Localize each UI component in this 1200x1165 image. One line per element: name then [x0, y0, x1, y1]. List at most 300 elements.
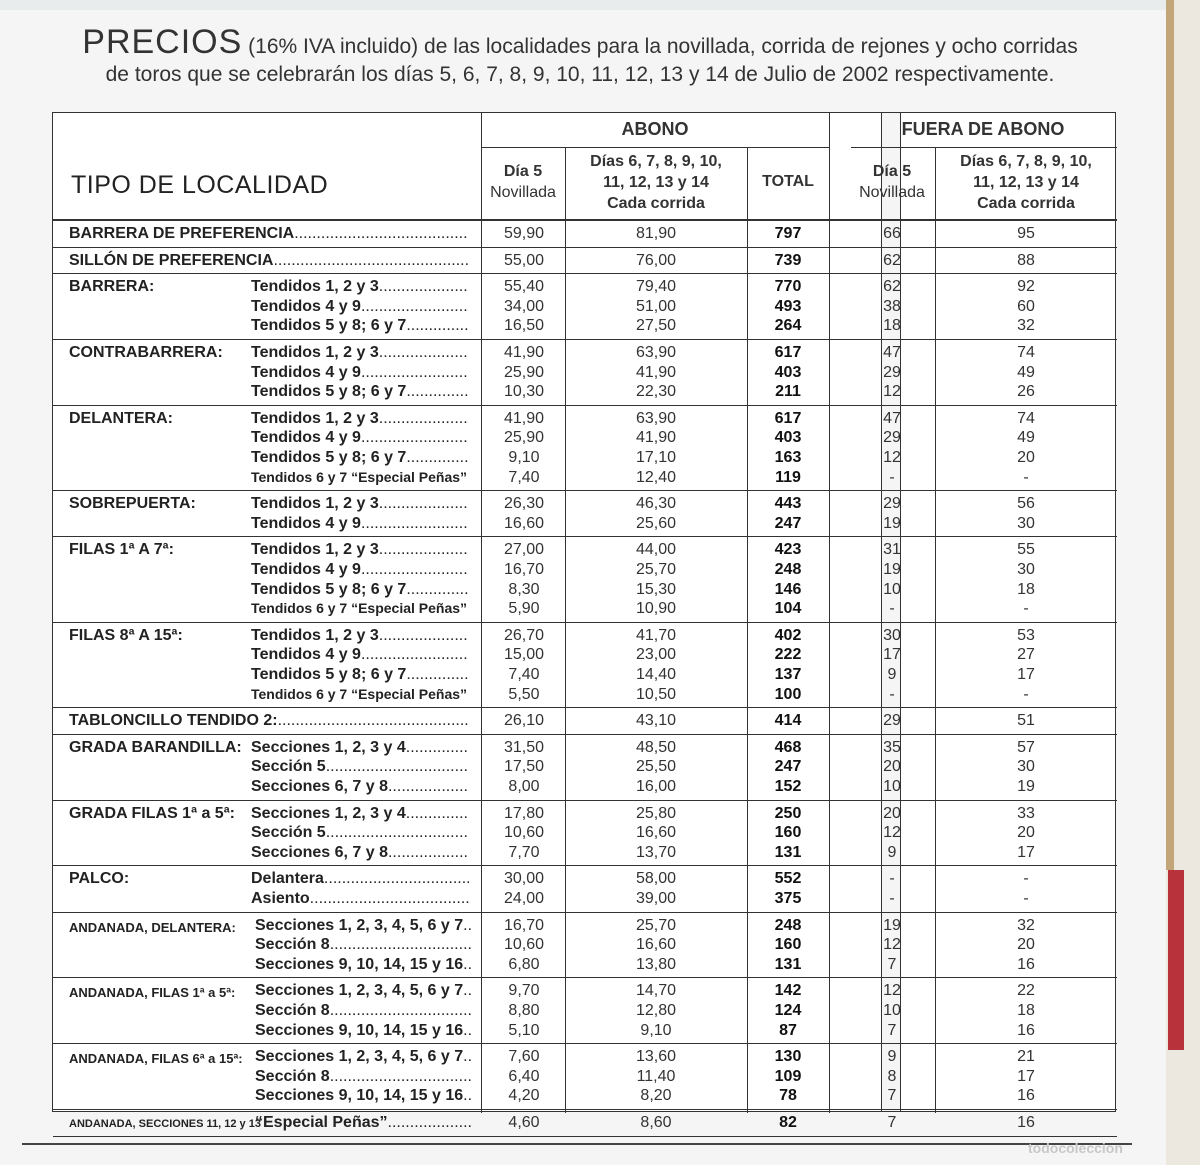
fuera-dia5-values	[851, 1047, 933, 1106]
row-subcategories	[255, 916, 471, 975]
sublabel: Tendidos 5 y 8; 6 y 7	[251, 665, 407, 683]
sublabel: Tendidos 6 y 7 “Especial Peñas”	[251, 468, 468, 485]
sublabel: Tendidos 1, 2 y 3	[251, 495, 379, 513]
fuera-dia5-values	[851, 277, 933, 336]
fuera-dia5-values	[851, 409, 933, 487]
price-value: 30	[1017, 758, 1035, 776]
sublabel: Secciones 9, 10, 14, 15 y 16	[255, 955, 464, 973]
price-value: 25,70	[635, 916, 677, 934]
price-value: 9,70	[508, 982, 540, 1000]
price-value: 16	[1017, 1114, 1035, 1131]
price-value: 30	[1017, 560, 1035, 578]
price-value: 81,90	[635, 225, 677, 242]
row-category: TABLONCILLO TENDIDO 2: .....	[69, 711, 469, 731]
abono-cada-corrida-values	[565, 540, 747, 618]
row-category: ANDANADA, DELANTERA:	[69, 919, 236, 935]
price-value: 414	[774, 712, 802, 730]
price-value: 10,60	[503, 824, 545, 842]
price-value: 739	[774, 251, 802, 269]
sublabel: Tendidos 4 y 9	[251, 514, 361, 532]
price-value: 25,50	[635, 758, 677, 776]
row-category: FILAS 8ª A 15ª:	[69, 626, 183, 644]
sublabel: Sección 5	[251, 758, 326, 776]
price-value: 30	[883, 626, 901, 644]
abono-dia5-header: Día 5 Novillada	[490, 163, 556, 201]
abono-total-values	[747, 711, 829, 731]
fuera-cada-corrida-values	[935, 1047, 1117, 1106]
price-value: 7	[887, 955, 897, 973]
price-value: 16,70	[503, 916, 545, 934]
sublabel: Tendidos 4 y 9	[251, 363, 361, 381]
price-value: 160	[774, 824, 802, 842]
price-value: 211	[775, 383, 801, 401]
sublabel: Secciones 1, 2, 3, 4, 5, 6 y 7	[255, 982, 464, 1000]
price-value: 247	[774, 758, 802, 776]
price-value: 32	[1017, 317, 1035, 335]
price-value: 16,70	[503, 560, 545, 578]
heading-lead: PRECIOS	[82, 23, 243, 61]
price-value: 30	[1017, 514, 1035, 532]
price-value: 130	[774, 1048, 802, 1066]
price-value: 617	[774, 409, 802, 427]
sublabel: Tendidos 1, 2 y 3	[251, 541, 379, 559]
row-subcategories	[251, 869, 469, 908]
row-category: ANDANADA, FILAS 6ª a 15ª:	[69, 1051, 243, 1067]
table-row	[53, 221, 1115, 247]
price-value: 13,80	[635, 955, 677, 973]
abono-dias-header: Días 6, 7, 8, 9, 10, 11, 12, 13 y 14 Cada corrida	[590, 153, 722, 212]
price-value: 62	[883, 251, 901, 269]
price-value: 5,90	[508, 600, 540, 618]
abono-total-values	[747, 251, 829, 271]
total-header: TOTAL	[762, 173, 814, 190]
price-value: 49	[1017, 363, 1035, 381]
price-value: 797	[774, 225, 802, 242]
abono-header: ABONO	[621, 119, 689, 139]
price-value: 26,70	[503, 626, 545, 644]
fuera-dia5-values	[851, 981, 933, 1040]
row-category: ANDANADA, FILAS 1ª a 5ª:	[69, 985, 236, 1001]
sublabel: Asiento	[251, 889, 310, 907]
price-value: 55,00	[503, 251, 545, 269]
price-value: -	[889, 468, 895, 486]
sublabel: Tendidos 4 y 9	[251, 560, 361, 578]
price-value: 51	[1017, 712, 1035, 730]
price-value: 8,20	[640, 1087, 672, 1105]
price-value: 7,70	[508, 843, 540, 861]
abono-dia5-values	[483, 1113, 565, 1133]
fuera-dia5-values	[851, 540, 933, 618]
abono-cada-corrida-values	[565, 1047, 747, 1106]
price-value: 100	[774, 685, 802, 703]
abono-cada-corrida-values	[565, 738, 747, 797]
price-value: -	[1023, 468, 1029, 486]
fuera-header: FUERA DE ABONO	[901, 119, 1065, 139]
abono-cada-corrida-values	[565, 981, 747, 1040]
price-value: 468	[774, 738, 802, 756]
sublabel: Tendidos 5 y 8; 6 y 7	[251, 383, 407, 401]
price-value: 21	[1017, 1048, 1035, 1066]
price-value: 264	[774, 317, 802, 335]
price-value: 403	[774, 363, 802, 381]
price-value: -	[889, 600, 895, 618]
price-value: 41,90	[635, 363, 677, 381]
sublabel: Secciones 1, 2, 3 y 4	[251, 804, 406, 822]
abono-cada-corrida-values	[565, 409, 747, 487]
sublabel: Secciones 6, 7 y 8	[251, 843, 388, 861]
abono-dia5-values	[483, 981, 565, 1040]
price-value: 7	[887, 1114, 897, 1131]
sublabel: Tendidos 5 y 8; 6 y 7	[251, 317, 407, 335]
price-value: 20	[1017, 824, 1035, 842]
table-row	[53, 406, 1115, 490]
sublabel: “Especial Peñas”	[255, 1114, 388, 1131]
sublabel: Secciones 9, 10, 14, 15 y 16	[255, 1087, 464, 1105]
price-value: 493	[774, 297, 802, 315]
abono-cada-corrida-values	[565, 1113, 747, 1133]
sublabel: Tendidos 1, 2 y 3	[251, 344, 379, 361]
price-value: 16,60	[635, 936, 677, 954]
row-category: SOBREPUERTA:	[69, 495, 196, 513]
price-value: 131	[774, 955, 802, 973]
fuera-dias-header: Días 6, 7, 8, 9, 10, 11, 12, 13 y 14 Cada corrida	[960, 153, 1092, 212]
price-value: 109	[774, 1067, 802, 1085]
page-edge-strip	[1166, 0, 1200, 1165]
abono-total-values	[747, 1113, 829, 1133]
price-value: 26,10	[503, 712, 545, 730]
price-value: 17	[1017, 665, 1035, 683]
top-edge	[0, 0, 1200, 10]
price-value: 55	[1017, 541, 1035, 559]
price-value: 30,00	[503, 870, 545, 888]
price-value: 552	[774, 870, 802, 888]
price-value: 41,90	[635, 429, 677, 447]
price-value: 17	[1017, 843, 1035, 861]
heading-line2: de toros que se celebrarán los días 5, 6, 7, 8, 9, 10, 11, 12, 13 y 14 de Julio de 2002 respectivamente.	[105, 63, 1055, 86]
price-value: 29	[883, 429, 901, 447]
abono-total-values	[747, 1047, 829, 1106]
page-heading	[30, 23, 1130, 89]
price-value: 74	[1017, 344, 1035, 361]
price-value: 58,00	[635, 870, 677, 888]
row-category: SILLÓN DE PREFERENCIA .....	[69, 251, 469, 271]
price-value: 8,80	[508, 1001, 540, 1019]
abono-dia5-values	[483, 869, 565, 908]
price-value: 57	[1017, 738, 1035, 756]
abono-cada-corrida-values	[565, 916, 747, 975]
price-value: 25,70	[635, 560, 677, 578]
sublabel: Tendidos 4 y 9	[251, 297, 361, 315]
price-value: 13,70	[635, 843, 677, 861]
price-value: 22,30	[635, 383, 677, 401]
price-value: 16	[1017, 1087, 1035, 1105]
row-category: BARRERA DE PREFERENCIA .....	[69, 224, 469, 244]
price-value: 5,10	[508, 1021, 540, 1039]
row-category: PALCO:	[69, 870, 130, 888]
price-value: 74	[1017, 409, 1035, 427]
price-value: 87	[779, 1021, 797, 1039]
price-value: 8,00	[508, 777, 540, 795]
row-subcategories	[255, 981, 471, 1040]
fuera-dia5-values	[851, 494, 933, 533]
abono-total-values	[747, 409, 829, 487]
price-value: 160	[774, 936, 802, 954]
price-value: 20	[1017, 448, 1035, 466]
price-value: 20	[883, 758, 901, 776]
price-value: 17	[1017, 1067, 1035, 1085]
price-table	[52, 112, 1116, 1131]
price-value: 9,10	[640, 1021, 672, 1039]
fuera-cada-corrida-values	[935, 277, 1117, 336]
price-value: 12	[883, 383, 901, 401]
price-value: 23,00	[635, 646, 677, 664]
row-category: BARRERA:	[69, 278, 155, 296]
sublabel: Tendidos 5 y 8; 6 y 7	[251, 448, 407, 466]
row-subcategories	[251, 277, 469, 336]
price-value: 12	[883, 982, 901, 1000]
price-value: 41,90	[503, 409, 545, 427]
price-value: 18	[883, 317, 901, 335]
price-value: 22	[1017, 982, 1035, 1000]
price-value: -	[889, 889, 895, 907]
price-value: 48,50	[635, 738, 677, 756]
price-value: -	[1023, 685, 1029, 703]
price-value: 14,40	[635, 665, 677, 683]
price-value: 12	[883, 824, 901, 842]
abono-total-values	[747, 869, 829, 908]
price-value: 12,80	[635, 1001, 677, 1019]
price-value: 4,60	[508, 1114, 540, 1131]
price-value: 8,30	[508, 580, 540, 598]
sublabel: Sección 8	[255, 1001, 330, 1019]
price-value: 16,00	[635, 777, 677, 795]
price-value: 49	[1017, 429, 1035, 447]
fuera-cada-corrida-values	[935, 626, 1117, 704]
price-value: 25,60	[635, 514, 677, 532]
price-value: 443	[774, 495, 802, 513]
price-value: 10	[883, 777, 901, 795]
price-value: 617	[774, 344, 802, 361]
price-value: 63,90	[635, 409, 677, 427]
price-value: 31,50	[503, 738, 545, 756]
fuera-dia5-values	[851, 869, 933, 908]
row-category: DELANTERA:	[69, 409, 173, 427]
price-value: 7,40	[508, 665, 540, 683]
price-value: 12	[883, 936, 901, 954]
price-value: 9	[887, 843, 897, 861]
row-subcategories	[251, 540, 469, 618]
price-value: 7	[887, 1087, 897, 1105]
price-value: 17,80	[503, 804, 545, 822]
price-value: 16	[1017, 1021, 1035, 1039]
price-value: 248	[774, 916, 802, 934]
abono-total-values	[747, 343, 829, 402]
watermark: todocoleccion	[1028, 1140, 1123, 1156]
fuera-dia5-values	[851, 711, 933, 731]
price-value: 63,90	[635, 344, 677, 361]
sublabel: Sección 5	[251, 824, 326, 842]
price-value: 66	[883, 225, 901, 242]
price-value: 31	[883, 541, 901, 559]
abono-dia5-values	[483, 711, 565, 731]
fuera-cada-corrida-values	[935, 916, 1117, 975]
row-category: FILAS 1ª A 7ª:	[69, 541, 174, 559]
price-value: 8,60	[640, 1114, 672, 1131]
price-value: 26	[1017, 383, 1035, 401]
price-value: 41,90	[503, 344, 545, 361]
table-row	[53, 801, 1115, 866]
price-value: 152	[774, 777, 802, 795]
fuera-cada-corrida-values	[935, 804, 1117, 863]
sublabel: Secciones 1, 2, 3, 4, 5, 6 y 7	[255, 916, 464, 934]
table-row	[53, 623, 1115, 707]
price-value: 92	[1017, 278, 1035, 296]
abono-dia5-values	[483, 540, 565, 618]
abono-dia5-values	[483, 409, 565, 487]
fuera-cada-corrida-values	[935, 409, 1117, 487]
price-value: 43,10	[635, 712, 677, 730]
abono-dia5-values	[483, 738, 565, 797]
fuera-dia5-values	[851, 224, 933, 244]
price-value: 10,30	[503, 383, 545, 401]
abono-total-values	[747, 494, 829, 533]
price-value: 20	[883, 804, 901, 822]
sublabel: Sección 8	[255, 936, 330, 954]
price-value: 25,80	[635, 804, 677, 822]
fuera-dia5-values	[851, 1113, 933, 1133]
row-subcategories	[255, 1113, 471, 1133]
price-value: 146	[774, 580, 802, 598]
abono-cada-corrida-values	[565, 343, 747, 402]
abono-total-values	[747, 626, 829, 704]
price-value: 29	[883, 712, 901, 730]
price-value: 16,50	[503, 317, 545, 335]
sublabel: Secciones 1, 2, 3, 4, 5, 6 y 7	[255, 1048, 464, 1066]
fuera-dia5-values	[851, 343, 933, 402]
fuera-cada-corrida-values	[935, 1113, 1117, 1133]
price-value: 222	[774, 646, 802, 664]
abono-total-values	[747, 916, 829, 975]
price-value: 10	[883, 580, 901, 598]
bottom-rule	[22, 1143, 1132, 1145]
price-value: 51,00	[635, 297, 677, 315]
fuera-dia5-values	[851, 804, 933, 863]
abono-total-values	[747, 981, 829, 1040]
price-value: 34,00	[503, 297, 545, 315]
sublabel: Delantera	[251, 870, 324, 888]
abono-cada-corrida-values	[565, 224, 747, 244]
price-value: 19	[883, 514, 901, 532]
fuera-cada-corrida-values	[935, 711, 1117, 731]
price-value: 33	[1017, 804, 1035, 822]
price-value: 39,00	[635, 889, 677, 907]
sublabel: Sección 8	[255, 1067, 330, 1085]
abono-cada-corrida-values	[565, 804, 747, 863]
price-value: 375	[774, 889, 802, 907]
price-value: 10,50	[635, 685, 677, 703]
price-value: 16	[1017, 955, 1035, 973]
sublabel: Tendidos 5 y 8; 6 y 7	[251, 580, 407, 598]
sublabel: Tendidos 6 y 7 “Especial Peñas”	[251, 685, 468, 702]
price-value: 10	[883, 1001, 901, 1019]
table-row	[53, 708, 1115, 734]
abono-cada-corrida-values	[565, 869, 747, 908]
fuera-dia5-values	[851, 251, 933, 271]
price-value: 104	[774, 600, 802, 618]
price-value: 4,20	[508, 1087, 540, 1105]
price-value: 402	[774, 626, 802, 644]
price-value: 27,50	[635, 317, 677, 335]
row-subcategories	[255, 1047, 471, 1106]
price-value: 9	[887, 665, 897, 683]
price-value: 88	[1017, 251, 1035, 269]
price-value: 119	[775, 468, 801, 486]
price-value: 44,00	[635, 541, 677, 559]
price-value: -	[889, 685, 895, 703]
price-value: 47	[883, 344, 901, 361]
price-value: 9,10	[508, 448, 540, 466]
abono-dia5-values	[483, 251, 565, 271]
abono-cada-corrida-values	[565, 277, 747, 336]
sublabel: Secciones 1, 2, 3 y 4	[251, 738, 406, 756]
price-value: 131	[774, 843, 802, 861]
price-value: 62	[883, 278, 901, 296]
fuera-cada-corrida-values	[935, 869, 1117, 908]
price-value: 6,40	[508, 1067, 540, 1085]
row-subcategories	[251, 343, 469, 402]
price-value: 53	[1017, 626, 1035, 644]
price-value: 17,10	[635, 448, 677, 466]
fuera-dia5-values	[851, 916, 933, 975]
price-value: -	[1023, 870, 1029, 888]
price-value: 41,70	[635, 626, 677, 644]
table-row	[53, 340, 1115, 405]
price-value: 11,40	[636, 1067, 676, 1085]
price-value: 76,00	[635, 251, 677, 269]
price-value: 16,60	[635, 824, 677, 842]
abono-cada-corrida-values	[565, 711, 747, 731]
abono-total-values	[747, 277, 829, 336]
sublabel: Tendidos 4 y 9	[251, 646, 361, 664]
price-value: 95	[1017, 225, 1035, 242]
price-value: 137	[774, 665, 802, 683]
table-row	[53, 248, 1115, 274]
fuera-dia5-values	[851, 738, 933, 797]
table-row	[53, 274, 1115, 339]
table-row	[53, 866, 1115, 911]
table-row	[53, 735, 1115, 800]
price-value: 78	[779, 1087, 797, 1105]
price-value: -	[1023, 600, 1029, 618]
abono-total-values	[747, 224, 829, 244]
price-value: 9	[887, 1048, 897, 1066]
price-value: 27,00	[503, 541, 545, 559]
price-value: 20	[1017, 936, 1035, 954]
table-row	[53, 1110, 1115, 1136]
sublabel: Secciones 6, 7 y 8	[251, 777, 388, 795]
price-value: 7,40	[508, 468, 540, 486]
price-value: 29	[883, 363, 901, 381]
price-value: 59,90	[503, 225, 545, 242]
abono-cada-corrida-values	[565, 494, 747, 533]
sublabel: Tendidos 1, 2 y 3	[251, 626, 379, 644]
price-value: 142	[774, 982, 802, 1000]
price-value: 14,70	[635, 982, 677, 1000]
price-value: 10,90	[635, 600, 677, 618]
table-row	[53, 913, 1115, 978]
abono-dia5-values	[483, 1047, 565, 1106]
price-value: 7,60	[508, 1048, 540, 1066]
